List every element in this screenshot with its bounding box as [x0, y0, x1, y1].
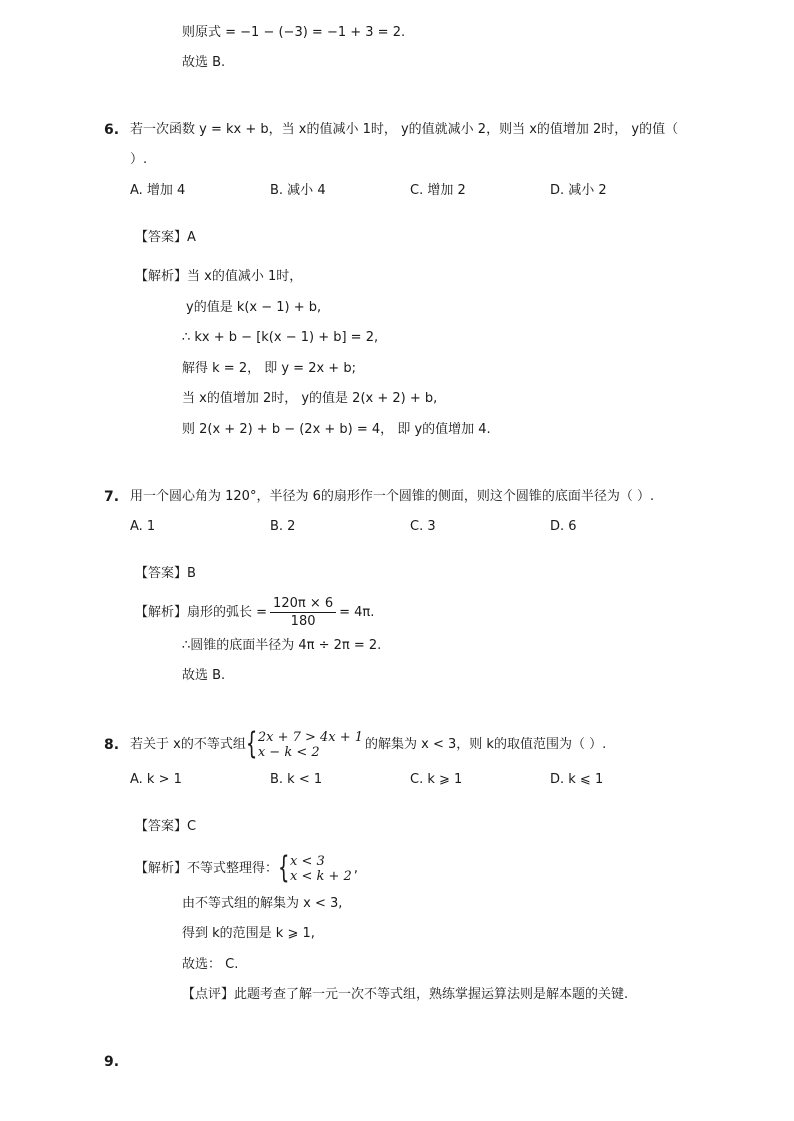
stem-text: 若关于 x的不等式组 [130, 737, 246, 752]
system-row-2: x < k + 2 [290, 868, 352, 884]
q8-comment: 【点评】此题考查了解一元一次不等式组，熟练掌握运算法则是解本题的关键. [182, 987, 629, 1002]
q6-option-c: C. 增加 2 [410, 183, 466, 198]
q7-answer [135, 565, 196, 583]
q5-choice-line: 故选 B. [182, 55, 226, 70]
q5-result-line: 则原式 = −1 − (−3) = −1 + 3 = 2. [182, 25, 406, 40]
answer-label: 【答案】 [135, 566, 188, 581]
q6-analysis-line5: 当 x的值增加 2时， y的值是 2(x + 2) + b, [182, 391, 438, 406]
q6-stem-line1: 若一次函数 y = kx + b，当 x的值减小 1时， y的值就减小 2，则当 x的值增加 2时， y的值（ [130, 122, 679, 137]
q6-option-a: A. 增加 4 [130, 183, 186, 198]
fraction-numerator: 120π × 6 [270, 595, 336, 613]
q7-stem: 用一个圆心角为 120°，半径为 6的扇形作一个圆锥的侧面，则这个圆锥的底面半径为（ ）. [130, 489, 655, 504]
q6-analysis-line2: y的值是 k(x − 1) + b, [186, 300, 322, 315]
q7-option-a: A. 1 [130, 519, 156, 534]
q7-option-d: D. 6 [550, 519, 577, 534]
analysis-label: 【解析】 [135, 269, 188, 284]
brace-glyph: { [278, 849, 290, 886]
analysis-label: 【解析】 [135, 605, 188, 620]
q8-answer [135, 818, 196, 836]
q8-option-d: D. k ⩽ 1 [550, 772, 604, 787]
inequality-system [245, 725, 364, 762]
q6-option-b: B. 减小 4 [270, 183, 326, 198]
answer-value: B [187, 566, 196, 581]
q8-analysis-first [135, 849, 358, 886]
fraction-denominator: 180 [290, 614, 316, 629]
q7-option-b: B. 2 [270, 519, 296, 534]
analysis-text-post: = 4π. [339, 605, 375, 620]
analysis-text: 不等式整理得： [187, 861, 279, 876]
answer-value: C [187, 819, 197, 834]
answer-value: A [187, 230, 196, 245]
q8-number: 8. [104, 737, 120, 753]
q7-analysis-line3: 故选 B. [182, 668, 226, 683]
system-row-2: x − k < 2 [257, 744, 320, 760]
q8-analysis-line2: 由不等式组的解集为 x < 3, [182, 896, 343, 911]
q8-analysis-line4: 故选： C. [182, 957, 239, 972]
q6-analysis-line4: 解得 k = 2， 即 y = 2x + b; [182, 361, 356, 376]
q6-answer [135, 229, 196, 247]
arc-length-fraction [270, 595, 336, 630]
q6-analysis-first [135, 268, 302, 286]
q6-number: 6. [104, 122, 120, 138]
q8-stem [130, 725, 607, 762]
analysis-text-post: , [353, 861, 358, 876]
q6-analysis-line6: 则 2(x + 2) + b − (2x + b) = 4， 即 y的值增加 4. [182, 422, 491, 437]
q6-stem-line2: ）. [130, 152, 148, 167]
q7-option-c: C. 3 [410, 519, 436, 534]
q8-option-c: C. k ⩾ 1 [410, 772, 463, 787]
q8-analysis-line3: 得到 k的范围是 k ⩾ 1, [182, 926, 315, 941]
analysis-text: 扇形的弧长 = [187, 605, 268, 620]
q6-analysis-line3: ∴ kx + b − [k(x − 1) + b] = 2, [182, 330, 379, 345]
stem-text-post: 的解集为 x < 3，则 k的取值范围为（ ）. [365, 737, 607, 752]
q7-number: 7. [104, 489, 120, 505]
system-row-1: x < 3 [290, 853, 325, 869]
q8-option-b: B. k < 1 [270, 772, 323, 787]
answer-label: 【答案】 [135, 819, 188, 834]
q7-analysis-first [135, 595, 374, 631]
q6-option-d: D. 减小 2 [550, 183, 607, 198]
analysis-inequality-system [278, 849, 352, 886]
q8-option-a: A. k > 1 [130, 772, 182, 787]
brace-glyph: { [245, 725, 258, 762]
analysis-label: 【解析】 [135, 861, 188, 876]
analysis-text: 当 x的值减小 1时， [187, 269, 303, 284]
system-row-1: 2x + 7 > 4x + 1 [257, 729, 364, 745]
q9-number: 9. [104, 1054, 120, 1070]
answer-label: 【答案】 [135, 230, 188, 245]
q7-analysis-line2: ∴圆锥的底面半径为 4π ÷ 2π = 2. [182, 638, 382, 653]
